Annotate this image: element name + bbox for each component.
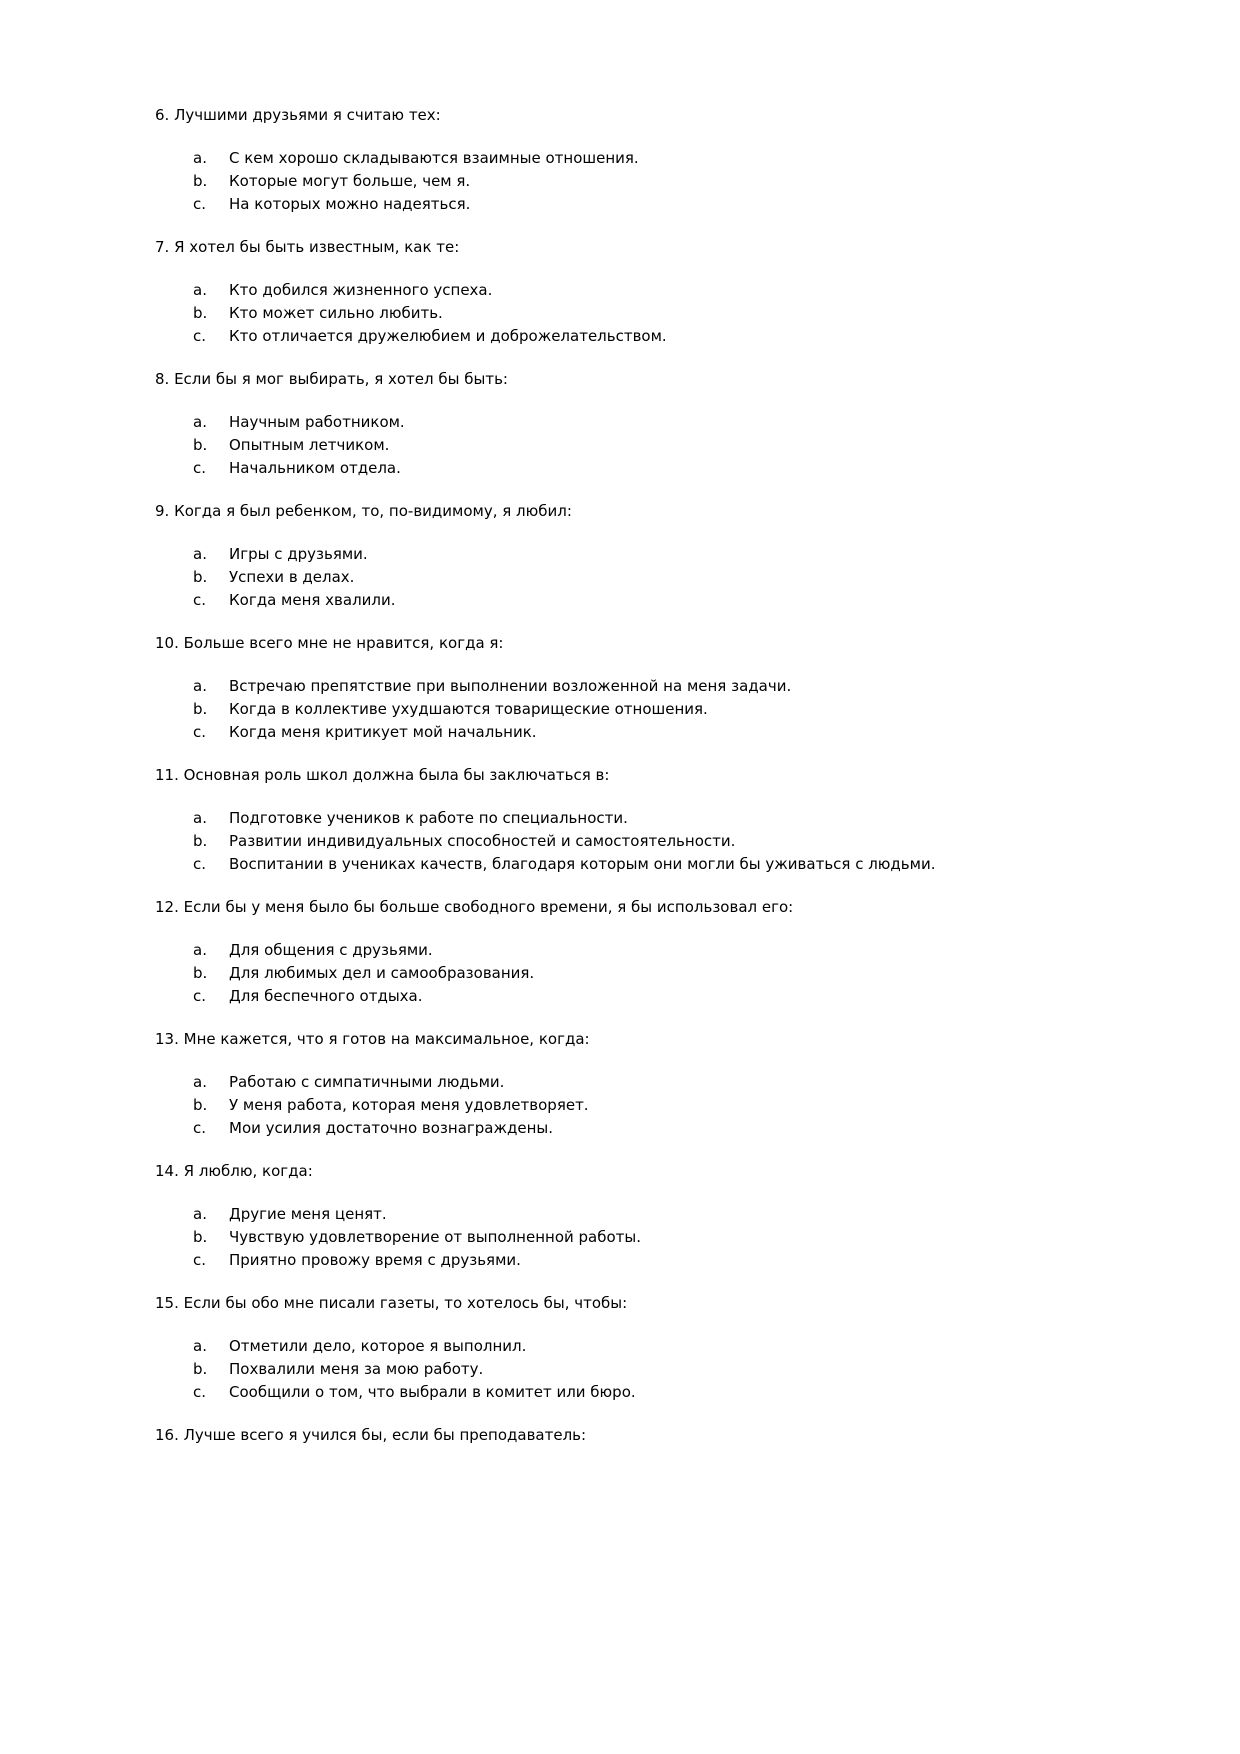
option-text: Подготовке учеников к работе по специальности. (229, 809, 628, 827)
question-title: 14. Я люблю, когда: (155, 1162, 313, 1180)
question-11 (155, 764, 1140, 876)
option-text: Работаю с симпатичными людьми. (229, 1073, 505, 1091)
option-text: Для беспечного отдыха. (229, 987, 423, 1005)
question-title: 13. Мне кажется, что я готов на максимальное, когда: (155, 1030, 590, 1048)
question-10 (155, 632, 1140, 744)
option-text: Когда в коллективе ухудшаются товарищеские отношения. (229, 700, 708, 718)
options-list (155, 411, 1140, 480)
option-letter: a. (193, 413, 207, 431)
option-text: Мои усилия достаточно вознаграждены. (229, 1119, 554, 1137)
option-letter: c. (193, 1383, 207, 1401)
option-text: Встречаю препятствие при выполнении возложенной на меня задачи. (229, 677, 792, 695)
question-14 (155, 1160, 1140, 1272)
option-item (193, 543, 1140, 566)
question-12 (155, 896, 1140, 1008)
option-letter: a. (193, 1337, 207, 1355)
option-text: Для общения с друзьями. (229, 941, 433, 959)
option-text: Кто может сильно любить. (229, 304, 443, 322)
option-text: Отметили дело, которое я выполнил. (229, 1337, 527, 1355)
option-text: Успехи в делах. (229, 568, 355, 586)
option-item (193, 1335, 1140, 1358)
question-16 (155, 1424, 1140, 1447)
option-item (193, 1249, 1140, 1272)
option-item (193, 1203, 1140, 1226)
question-title: 16. Лучше всего я учился бы, если бы преподаватель: (155, 1426, 587, 1444)
option-item (193, 325, 1140, 348)
options-list (155, 1335, 1140, 1404)
option-letter: a. (193, 281, 207, 299)
question-title: 6. Лучшими друзьями я считаю тех: (155, 106, 441, 124)
option-item (193, 1094, 1140, 1117)
option-text: На которых можно надеяться. (229, 195, 471, 213)
options-list (155, 939, 1140, 1008)
option-letter: b. (193, 964, 208, 982)
option-item (193, 566, 1140, 589)
option-letter: c. (193, 855, 207, 873)
option-item (193, 434, 1140, 457)
option-letter: c. (193, 1251, 207, 1269)
question-15 (155, 1292, 1140, 1404)
question-6 (155, 104, 1140, 216)
option-text: Кто отличается дружелюбием и доброжелательством. (229, 327, 667, 345)
option-text: Когда меня критикует мой начальник. (229, 723, 537, 741)
option-letter: c. (193, 327, 207, 345)
option-letter: c. (193, 195, 207, 213)
option-letter: c. (193, 591, 207, 609)
option-text: Развитии индивидуальных способностей и самостоятельности. (229, 832, 736, 850)
options-list (155, 1071, 1140, 1140)
option-item (193, 302, 1140, 325)
option-letter: a. (193, 545, 207, 563)
option-item (193, 1381, 1140, 1404)
options-list (155, 147, 1140, 216)
option-item (193, 939, 1140, 962)
option-text: Игры с друзьями. (229, 545, 368, 563)
option-text: С кем хорошо складываются взаимные отношения. (229, 149, 639, 167)
option-text: Научным работником. (229, 413, 405, 431)
option-letter: a. (193, 809, 207, 827)
question-title: 15. Если бы обо мне писали газеты, то хотелось бы, чтобы: (155, 1294, 628, 1312)
question-7 (155, 236, 1140, 348)
question-title: 10. Больше всего мне не нравится, когда я: (155, 634, 504, 652)
option-letter: c. (193, 723, 207, 741)
option-item (193, 193, 1140, 216)
option-text: Чувствую удовлетворение от выполненной работы. (229, 1228, 642, 1246)
options-list (155, 675, 1140, 744)
option-text: У меня работа, которая меня удовлетворяет. (229, 1096, 589, 1114)
question-title: 7. Я хотел бы быть известным, как те: (155, 238, 460, 256)
options-list (155, 543, 1140, 612)
option-letter: c. (193, 987, 207, 1005)
option-item (193, 675, 1140, 698)
option-item (193, 1071, 1140, 1094)
question-title: 11. Основная роль школ должна была бы заключаться в: (155, 766, 610, 784)
option-text: Воспитании в учениках качеств, благодаря которым они могли бы уживаться с людьми. (229, 855, 936, 873)
option-text: Похвалили меня за мою работу. (229, 1360, 484, 1378)
option-text: Кто добился жизненного успеха. (229, 281, 493, 299)
option-item (193, 698, 1140, 721)
option-letter: b. (193, 700, 208, 718)
option-text: Приятно провожу время с друзьями. (229, 1251, 521, 1269)
question-13 (155, 1028, 1140, 1140)
option-letter: b. (193, 832, 208, 850)
option-item (193, 457, 1140, 480)
option-letter: b. (193, 1228, 208, 1246)
option-item (193, 1117, 1140, 1140)
option-letter: a. (193, 677, 207, 695)
question-8 (155, 368, 1140, 480)
option-text: Которые могут больше, чем я. (229, 172, 471, 190)
option-letter: a. (193, 149, 207, 167)
option-text: Опытным летчиком. (229, 436, 390, 454)
option-letter: b. (193, 172, 208, 190)
option-letter: b. (193, 1096, 208, 1114)
option-item (193, 1226, 1140, 1249)
question-9 (155, 500, 1140, 612)
option-letter: b. (193, 304, 208, 322)
options-list (155, 279, 1140, 348)
option-letter: c. (193, 459, 207, 477)
option-text: Начальником отдела. (229, 459, 401, 477)
option-letter: b. (193, 436, 208, 454)
options-list (155, 807, 1140, 876)
option-text: Когда меня хвалили. (229, 591, 396, 609)
option-letter: a. (193, 1073, 207, 1091)
option-text: Другие меня ценят. (229, 1205, 387, 1223)
option-text: Для любимых дел и самообразования. (229, 964, 535, 982)
option-text: Сообщили о том, что выбрали в комитет или бюро. (229, 1383, 636, 1401)
option-item (193, 589, 1140, 612)
option-item (193, 830, 1140, 853)
options-list (155, 1203, 1140, 1272)
option-item (193, 1358, 1140, 1381)
option-item (193, 807, 1140, 830)
option-item (193, 411, 1140, 434)
option-letter: a. (193, 941, 207, 959)
option-item (193, 985, 1140, 1008)
option-letter: b. (193, 568, 208, 586)
option-item (193, 147, 1140, 170)
option-letter: c. (193, 1119, 207, 1137)
option-item (193, 721, 1140, 744)
option-item (193, 962, 1140, 985)
option-item (193, 853, 1140, 876)
option-item (193, 279, 1140, 302)
option-letter: a. (193, 1205, 207, 1223)
question-title: 12. Если бы у меня было бы больше свободного времени, я бы использовал его: (155, 898, 794, 916)
option-letter: b. (193, 1360, 208, 1378)
question-title: 8. Если бы я мог выбирать, я хотел бы быть: (155, 370, 508, 388)
question-title: 9. Когда я был ребенком, то, по-видимому, я любил: (155, 502, 572, 520)
option-item (193, 170, 1140, 193)
